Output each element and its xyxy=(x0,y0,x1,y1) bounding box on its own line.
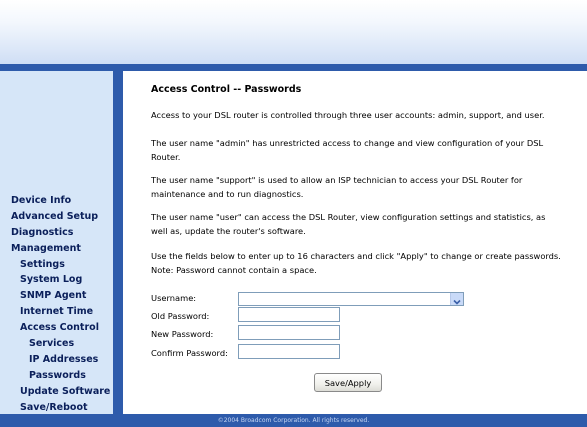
sidebar-item-passwords[interactable]: Passwords xyxy=(29,369,86,381)
username-label: Username: xyxy=(151,293,197,303)
sidebar-item-snmp-agent[interactable]: SNMP Agent xyxy=(20,290,87,302)
sidebar-item-advanced-setup[interactable]: Advanced Setup xyxy=(11,210,99,222)
instructions-paragraph: Use the fields below to enter up to 16 characters and click "Apply" to change or create passwords. Note: Password cannot contain a space. xyxy=(151,251,561,275)
sidebar-item-update-software[interactable]: Update Software xyxy=(20,385,111,397)
old-password-field[interactable] xyxy=(238,307,340,322)
chevron-down-icon[interactable] xyxy=(450,293,463,305)
new-password-label: New Password: xyxy=(151,329,214,339)
sidebar-item-services[interactable]: Services xyxy=(29,338,75,350)
username-select[interactable] xyxy=(238,292,464,306)
sidebar-item-save-reboot[interactable]: Save/Reboot xyxy=(20,401,88,413)
sidebar xyxy=(0,71,113,414)
sidebar-nav xyxy=(0,193,113,415)
header-rule xyxy=(0,64,587,71)
sidebar-item-device-info[interactable]: Device Info xyxy=(11,195,72,206)
sidebar-item-access-control[interactable]: Access Control xyxy=(20,322,99,334)
sidebar-item-diagnostics[interactable]: Diagnostics xyxy=(11,226,74,238)
sidebar-item-ip-addresses[interactable]: IP Addresses xyxy=(29,353,99,365)
page-title: Access Control -- Passwords xyxy=(151,84,302,95)
header-banner xyxy=(0,0,587,64)
sidebar-item-system-log[interactable]: System Log xyxy=(20,274,83,286)
support-paragraph: The user name "support" is used to allow an ISP technician to access your DSL Router for maintenance and to run diagnostics. xyxy=(151,175,523,199)
save-apply-button[interactable]: Save/Apply xyxy=(314,373,382,392)
footer-copyright: ©2004 Broadcom Corporation. All rights reserved. xyxy=(0,414,587,427)
confirm-password-field[interactable] xyxy=(238,344,340,359)
main-content xyxy=(123,71,587,414)
user-paragraph: The user name "user" can access the DSL Router, view configuration settings and statistics, as well as, update the router's software. xyxy=(151,212,546,236)
sidebar-item-internet-time[interactable]: Internet Time xyxy=(20,306,94,318)
sidebar-item-settings[interactable]: Settings xyxy=(20,258,65,270)
sidebar-separator xyxy=(113,71,123,414)
confirm-password-label: Confirm Password: xyxy=(151,348,228,358)
sidebar-item-management[interactable]: Management xyxy=(11,242,81,254)
admin-paragraph: The user name "admin" has unrestricted access to change and view configuration of your DSL Router. xyxy=(151,138,544,162)
new-password-field[interactable] xyxy=(238,325,340,340)
intro-paragraph: Access to your DSL router is controlled through three user accounts: admin, support, and user. xyxy=(151,110,545,120)
old-password-label: Old Password: xyxy=(151,311,210,321)
